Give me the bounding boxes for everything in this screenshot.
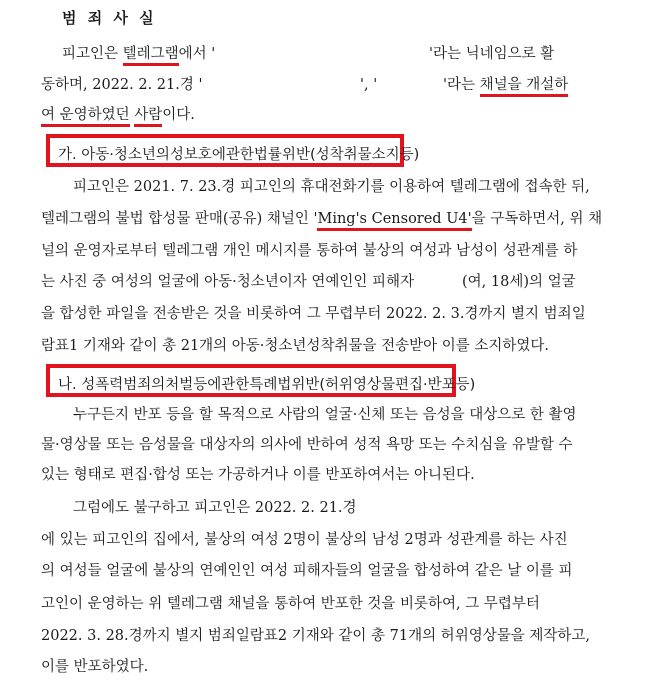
intro-line-2-end: [443, 76, 568, 94]
underlined-person: 사람: [134, 107, 162, 127]
section-ga-line-6: 람표1 기재와 같이 총 21개의 아동·청소년성착취물을 전송받아 이를 소지하였다.: [41, 338, 549, 354]
underlined-channel: 채널을 개설하: [480, 77, 569, 97]
section-ga-header: 가. 아동·청소년의성보호에관한법률위반(성착취물소지등): [58, 147, 420, 163]
section-na-line-6: 의 여성들 얼굴에 불상의 연예인인 여성 피해자들의 얼굴을 합성하여 같은 날 이를 피: [41, 563, 573, 579]
body-text: 을 구독하면서, 위 채: [471, 211, 603, 227]
intro-line-2: 동하며, 2022. 2. 21.경 ': [41, 77, 203, 93]
section-ga-line-3: 널의 운영자로부터 텔레그램 개인 메시지를 통하여 불상의 여성과 남성이 성관계를 하: [41, 243, 578, 259]
intro-line-3: [41, 106, 195, 124]
section-na-line-2: 물·영상물 또는 음성물을 대상자의 의사에 반하여 성적 욕망 또는 수치심을 유발할 수: [41, 437, 573, 453]
section-na-header: 나. 성폭력범죄의처벌등에관한특례법위반(허위영상물편집·반포등): [58, 377, 476, 393]
body-text: 텔레그램의 불법 합성물 판매(공유) 채널인 ': [41, 211, 318, 227]
section-na-line-1: 누구든지 반포 등을 할 목적으로 사람의 얼굴·신체 또는 음성을 대상으로 한 촬영: [73, 407, 577, 423]
intro-text: 피고인은: [62, 46, 123, 62]
section-na-line-5: 에 있는 피고인의 집에서, 불상의 여성 2명이 불상의 남성 2명과 성관계를 하는 사진: [41, 532, 568, 548]
section-ga-line-5: 을 합성한 파일을 전송받은 것을 비롯하여 그 무렵부터 2022. 2. 3.경까지 별지 범죄일: [41, 306, 586, 322]
section-na-line-3: 있는 형태로 편집·합성 또는 가공하거나 이를 반포하여서는 아니된다.: [41, 467, 475, 483]
intro-text: '라는: [443, 77, 480, 93]
intro-line-1-end: '라는 닉네임으로 활: [429, 46, 555, 62]
underlined-operated: 여 운영하였던: [41, 107, 130, 127]
intro-text: 에서 ': [178, 46, 216, 62]
section-na-line-8: 2022. 3. 28.경까지 별지 범죄일람표2 기재와 같이 총 71개의 허위영상물을 제작하고,: [41, 628, 590, 644]
section-na-line-7: 고인이 운영하는 위 텔레그램 채널을 통하여 반포한 것을 비롯하여, 그 무렵부터: [41, 596, 540, 612]
underlined-telegram: 텔레그램: [123, 46, 179, 66]
section-title: 범 죄 사 실: [62, 9, 157, 27]
intro-line-2-mid: ', ': [360, 77, 378, 93]
section-na-header-box: [46, 364, 476, 397]
section-ga-header-box: [46, 134, 420, 167]
section-ga-line-2: [41, 210, 602, 228]
underlined-channel-name: Ming's Censored U4': [317, 211, 471, 231]
intro-line-1: [62, 45, 215, 63]
intro-text: 이다.: [162, 107, 195, 123]
section-na-line-9: 이를 반포하였다.: [41, 659, 149, 675]
section-na-line-4: 그럼에도 불구하고 피고인은 2022. 2. 21.경: [73, 500, 357, 516]
section-ga-line-4a: 는 사진 중 여성의 얼굴에 아동·청소년이자 연예인인 피해자: [41, 274, 415, 290]
section-ga-line-4b: (여, 18세)의 얼굴: [462, 274, 576, 290]
section-ga-line-1: 피고인은 2021. 7. 23.경 피고인의 휴대전화기를 이용하여 텔레그램에 접속한 뒤,: [73, 179, 590, 195]
